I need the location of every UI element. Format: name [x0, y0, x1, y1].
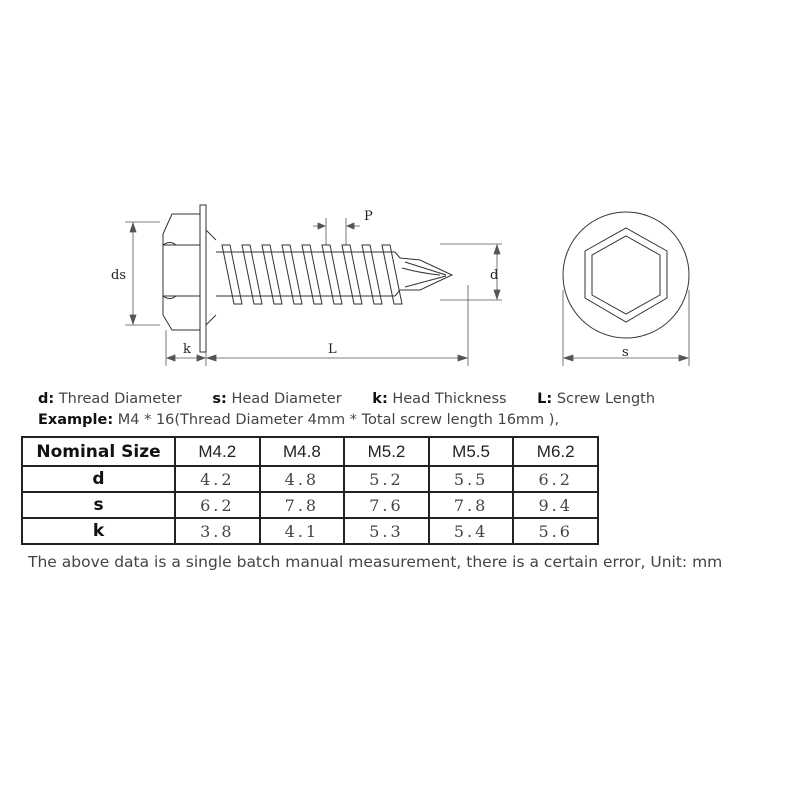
- example-line: Example: M4 * 16(Thread Diameter 4mm * Total screw length 16mm ),: [38, 412, 560, 428]
- table-cell: 4.8: [260, 466, 345, 492]
- dim-label-d: d: [490, 268, 499, 283]
- row-label-k: k: [22, 518, 175, 544]
- dimension-legend: [38, 391, 655, 407]
- table-cell: 4.2: [175, 466, 260, 492]
- dim-label-L: L: [328, 342, 337, 357]
- legend-item-L: L: Screw Length: [537, 391, 656, 407]
- table-cell: 9.4: [513, 492, 598, 518]
- header-nominal-size: Nominal Size: [22, 437, 175, 466]
- dim-label-s: s: [622, 345, 629, 360]
- dim-label-ds: ds: [111, 268, 126, 283]
- table-cell: 7.8: [260, 492, 345, 518]
- table-row: [22, 466, 598, 492]
- thread-crest: [362, 245, 382, 304]
- column-header: M5.2: [344, 437, 429, 466]
- size-spec-table: [21, 436, 599, 545]
- table-cell: 7.8: [429, 492, 514, 518]
- table-cell: 4.1: [260, 518, 345, 544]
- legend-item-d: d: Thread Diameter: [38, 391, 182, 407]
- table-cell: 6.2: [175, 492, 260, 518]
- row-label-s: s: [22, 492, 175, 518]
- table-cell: 5.4: [429, 518, 514, 544]
- table-cell: 5.3: [344, 518, 429, 544]
- thread-crest: [342, 245, 362, 304]
- screw-head-side: [163, 205, 216, 352]
- thread-crest: [262, 245, 282, 304]
- table-cell: 5.2: [344, 466, 429, 492]
- table-cell: 5.6: [513, 518, 598, 544]
- thread-crest: [302, 245, 322, 304]
- thread-crest: [222, 245, 242, 304]
- measurement-note: The above data is a single batch manual measurement, there is a certain error, Unit: mm: [28, 553, 723, 571]
- table-cell: 6.2: [513, 466, 598, 492]
- screw-dimension-drawing: [0, 0, 800, 380]
- thread-crest: [282, 245, 302, 304]
- thread-crest: [322, 245, 342, 304]
- column-header: M5.5: [429, 437, 514, 466]
- thread-crest: [242, 245, 262, 304]
- screw-head-top-view: [563, 212, 689, 338]
- column-header: M4.8: [260, 437, 345, 466]
- table-cell: 7.6: [344, 492, 429, 518]
- column-header: M6.2: [513, 437, 598, 466]
- table-row: [22, 492, 598, 518]
- screw-threads: [222, 245, 402, 304]
- table-header-row: [22, 437, 598, 466]
- legend-item-k: k: Head Thickness: [372, 391, 507, 407]
- table-cell: 3.8: [175, 518, 260, 544]
- row-label-d: d: [22, 466, 175, 492]
- dim-label-P: P: [364, 209, 373, 224]
- table-cell: 5.5: [429, 466, 514, 492]
- column-header: M4.2: [175, 437, 260, 466]
- table-row: [22, 518, 598, 544]
- thread-crest: [382, 245, 402, 304]
- dim-label-k: k: [183, 342, 191, 357]
- legend-item-s: s: Head Diameter: [212, 391, 342, 407]
